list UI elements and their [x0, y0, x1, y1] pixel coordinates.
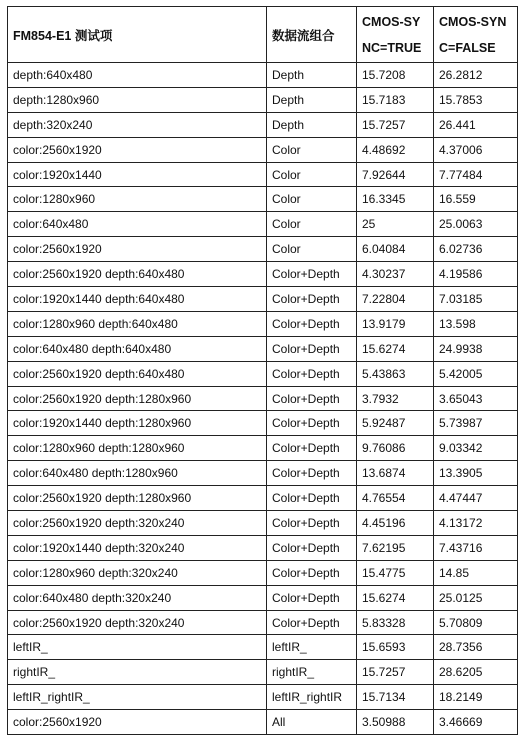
table-row	[8, 336, 518, 361]
cell-cmos-sync-false: 14.85	[434, 560, 518, 585]
cell-cmos-sync-true: 5.83328	[357, 610, 434, 635]
cell-test-item: color:640x480 depth:640x480	[8, 336, 267, 361]
cell-stream-combination: Depth	[267, 87, 357, 112]
cell-stream-combination: Color+Depth	[267, 411, 357, 436]
cell-cmos-sync-false: 4.13172	[434, 511, 518, 536]
cell-cmos-sync-false: 24.9938	[434, 336, 518, 361]
table-row	[8, 436, 518, 461]
table-row	[8, 710, 518, 735]
cell-cmos-sync-false: 3.65043	[434, 386, 518, 411]
table-row	[8, 585, 518, 610]
cell-cmos-sync-false: 7.77484	[434, 162, 518, 187]
table-row	[8, 237, 518, 262]
cell-test-item: depth:640x480	[8, 63, 267, 88]
header-cmos-sync-false-line2: C=FALSE	[439, 41, 496, 55]
cell-stream-combination: Color+Depth	[267, 560, 357, 585]
table-row	[8, 511, 518, 536]
cell-test-item: color:640x480 depth:1280x960	[8, 461, 267, 486]
cell-cmos-sync-false: 3.46669	[434, 710, 518, 735]
cell-stream-combination: Color+Depth	[267, 386, 357, 411]
cell-test-item: color:640x480	[8, 212, 267, 237]
cell-test-item: color:1920x1440 depth:640x480	[8, 287, 267, 312]
header-cmos-sync-false-line1: CMOS-SYN	[439, 15, 507, 29]
cell-cmos-sync-true: 4.45196	[357, 511, 434, 536]
table-row	[8, 560, 518, 585]
cell-cmos-sync-true: 15.7134	[357, 685, 434, 710]
cell-test-item: color:2560x1920 depth:320x240	[8, 511, 267, 536]
cell-cmos-sync-false: 5.42005	[434, 361, 518, 386]
table-header	[8, 7, 518, 63]
cell-cmos-sync-false: 25.0125	[434, 585, 518, 610]
cell-stream-combination: Color	[267, 212, 357, 237]
cell-stream-combination: Color+Depth	[267, 361, 357, 386]
cell-cmos-sync-false: 15.7853	[434, 87, 518, 112]
cell-cmos-sync-false: 26.2812	[434, 63, 518, 88]
cell-stream-combination: Color+Depth	[267, 287, 357, 312]
cell-stream-combination: leftIR_rightIR	[267, 685, 357, 710]
cell-stream-combination: Color+Depth	[267, 511, 357, 536]
table-row	[8, 411, 518, 436]
cell-stream-combination: Color+Depth	[267, 311, 357, 336]
table-row	[8, 311, 518, 336]
table-row	[8, 287, 518, 312]
cell-stream-combination: All	[267, 710, 357, 735]
table-row	[8, 112, 518, 137]
cell-cmos-sync-false: 7.03185	[434, 287, 518, 312]
cell-cmos-sync-true: 25	[357, 212, 434, 237]
cell-test-item: color:2560x1920 depth:320x240	[8, 610, 267, 635]
cell-test-item: color:2560x1920 depth:1280x960	[8, 386, 267, 411]
cell-test-item: color:2560x1920 depth:640x480	[8, 262, 267, 287]
cell-stream-combination: Color+Depth	[267, 436, 357, 461]
table-row	[8, 262, 518, 287]
cell-cmos-sync-true: 15.6593	[357, 635, 434, 660]
header-cmos-sync-true-line2: NC=TRUE	[362, 41, 422, 55]
cell-stream-combination: Color+Depth	[267, 336, 357, 361]
cell-cmos-sync-true: 3.50988	[357, 710, 434, 735]
table-row	[8, 162, 518, 187]
cell-test-item: color:1280x960 depth:320x240	[8, 560, 267, 585]
table-row	[8, 63, 518, 88]
cell-test-item: color:1280x960 depth:1280x960	[8, 436, 267, 461]
cell-cmos-sync-true: 15.7183	[357, 87, 434, 112]
table-row	[8, 386, 518, 411]
cell-cmos-sync-true: 9.76086	[357, 436, 434, 461]
cell-stream-combination: Color+Depth	[267, 461, 357, 486]
cell-cmos-sync-false: 9.03342	[434, 436, 518, 461]
cell-cmos-sync-true: 4.76554	[357, 486, 434, 511]
cell-cmos-sync-false: 28.6205	[434, 660, 518, 685]
cell-cmos-sync-true: 15.7257	[357, 112, 434, 137]
cell-stream-combination: rightIR_	[267, 660, 357, 685]
cell-cmos-sync-true: 13.6874	[357, 461, 434, 486]
header-cmos-sync-true	[357, 7, 434, 63]
cell-cmos-sync-false: 28.7356	[434, 635, 518, 660]
table-row	[8, 685, 518, 710]
cell-cmos-sync-true: 15.7257	[357, 660, 434, 685]
fps-results-table	[7, 6, 518, 735]
cell-test-item: color:2560x1920	[8, 137, 267, 162]
cell-stream-combination: Color	[267, 137, 357, 162]
cell-cmos-sync-true: 4.48692	[357, 137, 434, 162]
cell-test-item: leftIR_rightIR_	[8, 685, 267, 710]
table-row	[8, 486, 518, 511]
table-row	[8, 660, 518, 685]
cell-cmos-sync-false: 4.19586	[434, 262, 518, 287]
cell-test-item: depth:320x240	[8, 112, 267, 137]
cell-cmos-sync-false: 26.441	[434, 112, 518, 137]
cell-cmos-sync-false: 6.02736	[434, 237, 518, 262]
table-row	[8, 137, 518, 162]
cell-stream-combination: Color+Depth	[267, 585, 357, 610]
table-row	[8, 187, 518, 212]
cell-cmos-sync-false: 5.70809	[434, 610, 518, 635]
cell-test-item: leftIR_	[8, 635, 267, 660]
cell-cmos-sync-false: 13.3905	[434, 461, 518, 486]
cell-cmos-sync-true: 7.62195	[357, 535, 434, 560]
table-row	[8, 87, 518, 112]
cell-test-item: color:1920x1440 depth:1280x960	[8, 411, 267, 436]
cell-test-item: color:2560x1920 depth:640x480	[8, 361, 267, 386]
cell-cmos-sync-true: 6.04084	[357, 237, 434, 262]
cell-stream-combination: Color+Depth	[267, 486, 357, 511]
fps-results-table-wrapper	[7, 6, 518, 735]
cell-cmos-sync-true: 15.7208	[357, 63, 434, 88]
header-test-item: FM854-E1 测试项	[8, 7, 267, 63]
header-cmos-sync-false	[434, 7, 518, 63]
cell-test-item: color:2560x1920	[8, 237, 267, 262]
table-row	[8, 361, 518, 386]
table-row	[8, 535, 518, 560]
cell-cmos-sync-true: 5.92487	[357, 411, 434, 436]
cell-cmos-sync-false: 16.559	[434, 187, 518, 212]
cell-test-item: color:1280x960	[8, 187, 267, 212]
cell-cmos-sync-false: 13.598	[434, 311, 518, 336]
cell-cmos-sync-false: 25.0063	[434, 212, 518, 237]
header-cmos-sync-true-line1: CMOS-SY	[362, 15, 421, 29]
cell-stream-combination: Depth	[267, 112, 357, 137]
cell-test-item: color:1920x1440	[8, 162, 267, 187]
cell-stream-combination: leftIR_	[267, 635, 357, 660]
cell-cmos-sync-false: 5.73987	[434, 411, 518, 436]
table-body	[8, 63, 518, 735]
cell-cmos-sync-false: 4.37006	[434, 137, 518, 162]
cell-cmos-sync-true: 3.7932	[357, 386, 434, 411]
cell-test-item: rightIR_	[8, 660, 267, 685]
cell-test-item: color:1920x1440 depth:320x240	[8, 535, 267, 560]
table-row	[8, 635, 518, 660]
cell-test-item: color:640x480 depth:320x240	[8, 585, 267, 610]
cell-cmos-sync-true: 7.92644	[357, 162, 434, 187]
cell-cmos-sync-true: 7.22804	[357, 287, 434, 312]
cell-cmos-sync-true: 13.9179	[357, 311, 434, 336]
cell-cmos-sync-false: 18.2149	[434, 685, 518, 710]
cell-cmos-sync-true: 15.6274	[357, 585, 434, 610]
cell-test-item: color:1280x960 depth:640x480	[8, 311, 267, 336]
table-row	[8, 461, 518, 486]
cell-cmos-sync-true: 15.6274	[357, 336, 434, 361]
cell-test-item: color:2560x1920	[8, 710, 267, 735]
cell-test-item: depth:1280x960	[8, 87, 267, 112]
cell-stream-combination: Color	[267, 187, 357, 212]
cell-cmos-sync-true: 15.4775	[357, 560, 434, 585]
cell-cmos-sync-true: 5.43863	[357, 361, 434, 386]
table-row	[8, 610, 518, 635]
cell-stream-combination: Color+Depth	[267, 610, 357, 635]
cell-cmos-sync-false: 4.47447	[434, 486, 518, 511]
cell-cmos-sync-true: 16.3345	[357, 187, 434, 212]
cell-cmos-sync-true: 4.30237	[357, 262, 434, 287]
cell-stream-combination: Color+Depth	[267, 535, 357, 560]
cell-test-item: color:2560x1920 depth:1280x960	[8, 486, 267, 511]
table-row	[8, 212, 518, 237]
cell-stream-combination: Depth	[267, 63, 357, 88]
cell-stream-combination: Color+Depth	[267, 262, 357, 287]
cell-cmos-sync-false: 7.43716	[434, 535, 518, 560]
header-stream-combination: 数据流组合	[267, 7, 357, 63]
cell-stream-combination: Color	[267, 237, 357, 262]
header-row	[8, 7, 518, 63]
cell-stream-combination: Color	[267, 162, 357, 187]
